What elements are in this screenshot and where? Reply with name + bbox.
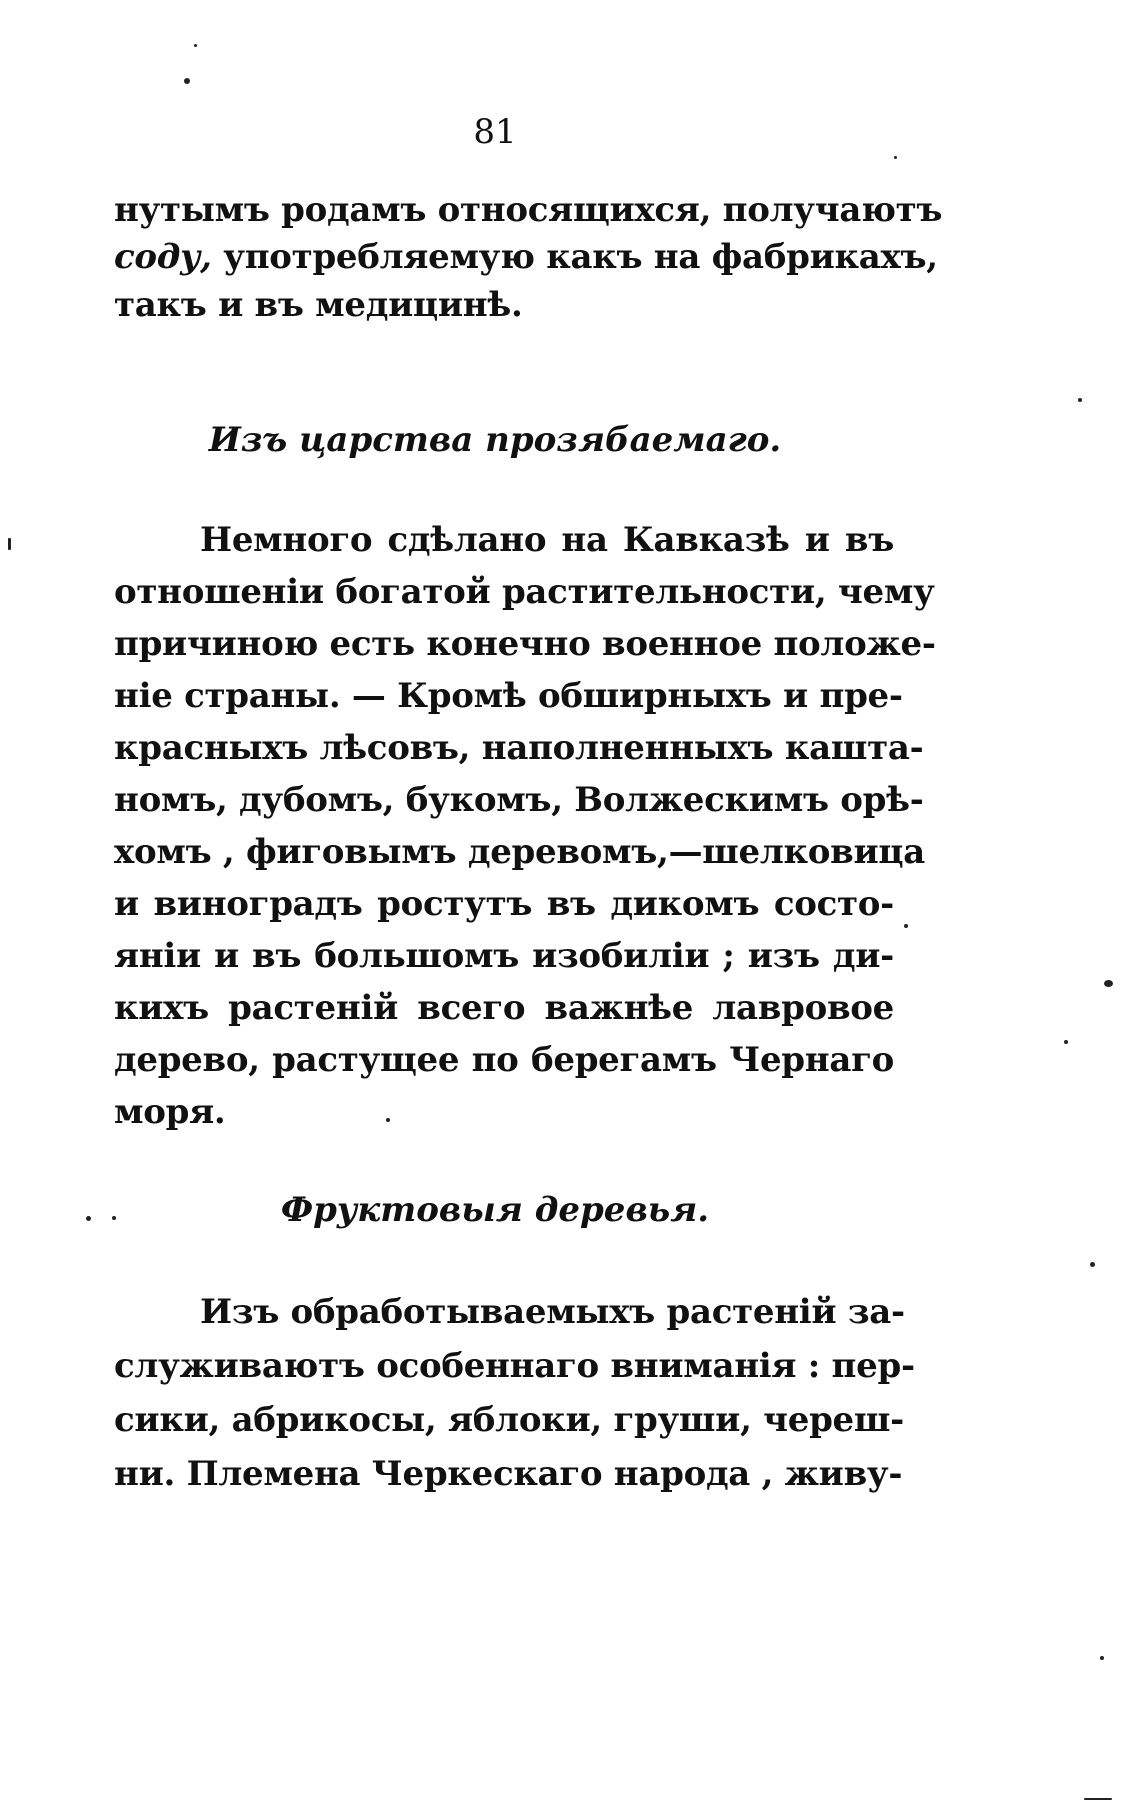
scan-speck [112,1216,116,1220]
paragraph-line: янiи и въ большомъ изобилiи ; изъ ди- [114,936,894,976]
scan-speck [1084,1798,1112,1800]
scan-speck [1090,1262,1095,1267]
paragraph-line: служиваютъ особеннаго вниманiя : пер- [114,1346,915,1386]
paragraph-line: причиною есть конечно военное положе- [114,624,936,664]
paragraph-line-with-italic [114,237,938,277]
paragraph-line: и виноградъ ростутъ въ дикомъ состо- [114,884,894,924]
paragraph-line: дерево, растущее по берегамъ Чернаго [114,1040,894,1080]
scan-speck [386,1118,390,1122]
paragraph-line: хомъ , фиговымъ деревомъ,—шелковица [114,832,925,872]
scan-speck [194,44,197,47]
scan-speck [8,538,11,550]
scan-speck [1104,980,1113,987]
scan-speck [1078,398,1082,402]
italic-word: соду, [114,237,212,277]
scan-speck [86,1216,91,1221]
section-heading: Фруктовыя деревья. [280,1190,710,1230]
paragraph-line: красныхъ лѣсовъ, наполненныхъ кашта- [114,728,924,768]
paragraph-line: номъ, дубомъ, букомъ, Волжескимъ орѣ- [114,780,924,820]
paragraph-line: моря. [114,1092,226,1132]
scan-speck [904,924,908,928]
paragraph-line: ни. Племена Черкескаго народа , живу- [114,1454,903,1494]
paragraph-line: Изъ обработываемыхъ растенiй за- [200,1292,905,1332]
page-number: 81 [473,112,517,152]
paragraph-line: кихъ растенiй всего важнѣе лавровое [114,988,894,1028]
section-heading: Изъ царства прозябаемаго. [208,420,782,460]
scan-speck [1100,1656,1104,1660]
scan-speck [184,78,190,84]
scan-speck [1064,1040,1068,1044]
paragraph-line: сики, абрикосы, яблоки, груши, череш- [114,1400,904,1440]
paragraph-line: Немного сдѣлано на Кавказѣ и въ [200,520,894,560]
paragraph-line-text: употребляемую какъ на фабрикахъ, [223,237,938,277]
paragraph-line: нiе страны. — Кромѣ обширныхъ и пре- [114,676,903,716]
scan-speck [894,156,897,159]
paragraph-line: отношенiи богатой растительности, чему [114,572,935,612]
paragraph-line: нутымъ родамъ относящихся, получаютъ [114,190,943,230]
paragraph-line: такъ и въ медицинѣ. [114,285,523,325]
